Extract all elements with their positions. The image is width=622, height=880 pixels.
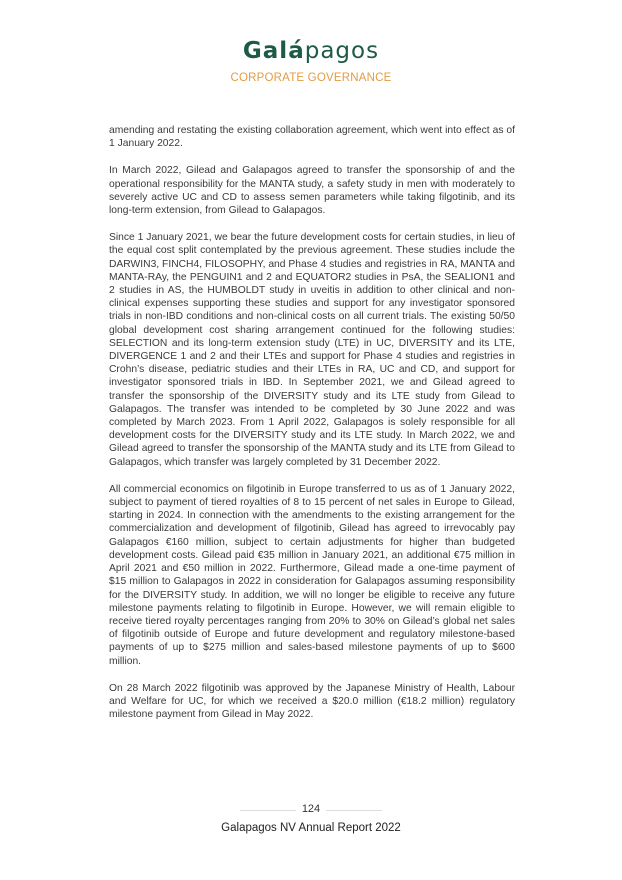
paragraph-5: On 28 March 2022 filgotinib was approved by the Japanese Ministry of Health, Labour and Welfare for UC, for which we received a $20.0 million (€18.2 million) regulatory milestone payment from Gilead in May 2022. — [109, 682, 515, 721]
page-number: 124 — [296, 803, 326, 815]
paragraph-1: amending and restating the existing collaboration agreement, which went into effect as of 1 January 2022. — [109, 125, 515, 150]
report-title: Galapagos NV Annual Report 2022 — [221, 822, 401, 834]
galapagos-logo — [0, 38, 622, 64]
page-header — [0, 38, 622, 84]
logo-light-part: pagos — [304, 38, 380, 64]
paragraph-3: Since 1 January 2021, we bear the future development costs for certain studies, in lieu of the equal cost split contemplated by the previous agreement. These studies include the DARWIN3, FINCH4, FILOSOPHY, and Phase 4 studies and registries in RA, MANTA and MANTA-RAy, the PENGUIN1 and 2 and EQUATOR2 studies in PsA, the SEALION1 and 2 studies in AS, the HUMBOLDT study in uveitis in addition to other clinical and non-clinical expenses supporting these studies and support for any investigator sponsored trials in non-IBD conditions and non-clinical costs on all current trials. The existing 50/50 global development cost sharing arrangement continued for the following studies: SELECTION and its long-term extension study (LTE) in UC, DIVERSITY and its LTE, DIVERGENCE 1 and 2 and their LTEs and support for Phase 4 studies and registries in Crohn’s disease, pediatric studies and their LTEs in RA, UC and CD, and support for investigator sponsored trials in IBD. In September 2021, we and Gilead agreed to transfer the sponsorship of the DIVERSITY study and its LTE study from Gilead to Galapagos. The transfer was intended to be completed by 30 June 2022 and was completed by March 2023. From 1 April 2022, Galapagos is solely responsible for all development costs for the DIVERSITY study and its LTE study. In March 2022, we and Gilead agreed to transfer the sponsorship of the MANTA study and its LTE from Gilead to Galapagos, which transfer was largely completed by 31 December 2022. — [109, 232, 515, 468]
paragraph-2: In March 2022, Gilead and Galapagos agreed to transfer the sponsorship of and the operational responsibility for the MANTA study, a safety study in men with moderately to severely active UC and CD to assess semen parameters while taking filgotinib, and its long-term extension, from Gilead to Galapagos. — [109, 165, 515, 217]
section-title: CORPORATE GOVERNANCE — [230, 72, 392, 84]
logo-bold-part: Galá — [242, 38, 305, 64]
body-text — [109, 124, 515, 735]
paragraph-4: All commercial economics on filgotinib in Europe transferred to us as of 1 January 2022, subject to payment of tiered royalties of 8 to 15 percent of net sales in Europe to Gilead, starting in 2024. In connection with the amendments to the existing arrangement for the commercialization and development of filgotinib, Gilead has agreed to irrevocably pay Galapagos €160 million, subject to certain adjustments for higher than budgeted development costs. Gilead paid €35 million in January 2021, an additional €75 million in April 2021 and €50 million in 2022. Furthermore, Gilead made a one-time payment of $15 million to Galapagos in 2022 in consideration for Galapagos assuming responsibility for the DIVERSITY study. In addition, we will no longer be eligible to receive any future milestone payments relating to filgotinib in Europe. However, we will remain eligible to receive tiered royalty percentages ranging from 20% to 30% on Gilead’s global net sales of filgotinib outside of Europe and future development and regulatory milestone-based payments of up to $275 million and sales-based milestone payments of up to $600 million. — [109, 483, 515, 667]
